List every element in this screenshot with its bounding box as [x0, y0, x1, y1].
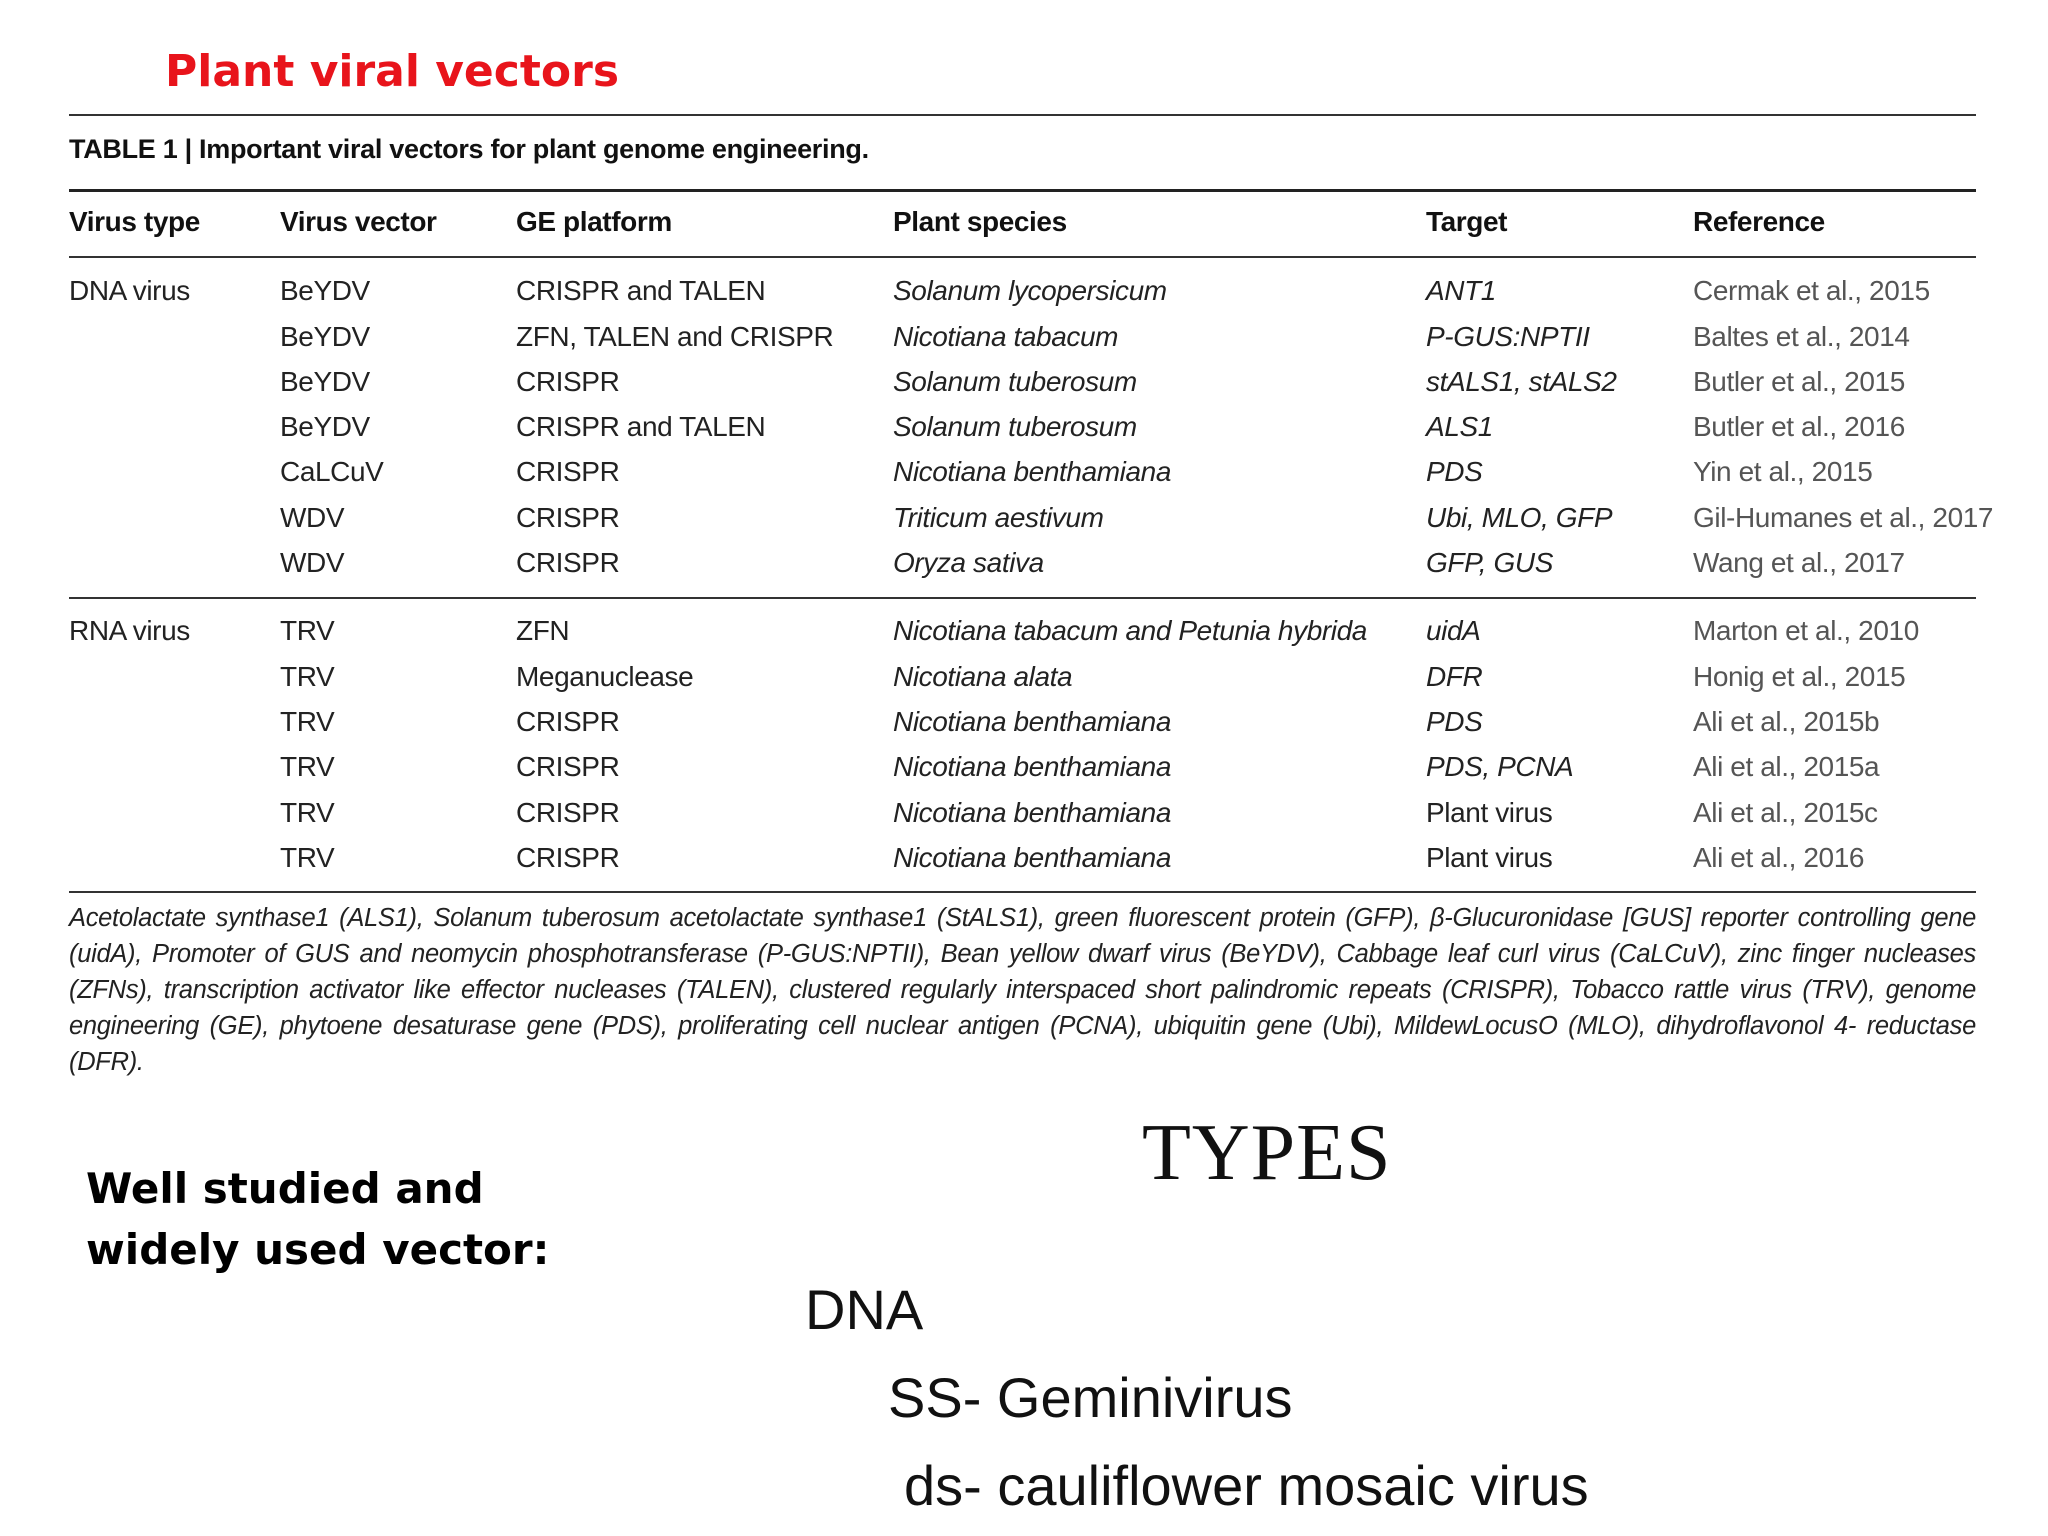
col-header-virus-vector: Virus vector: [280, 206, 437, 237]
table-bottom-rule: [69, 891, 1976, 893]
cell-ge-platform: CRISPR and TALEN: [516, 275, 766, 306]
types-dna-label: DNA: [805, 1278, 924, 1341]
cell-target: Plant virus: [1426, 842, 1553, 873]
cell-reference: Ali et al., 2015c: [1693, 797, 1878, 828]
table-caption: TABLE 1 | Important viral vectors for plant genome engineering.: [69, 134, 869, 164]
cell-virus-vector: WDV: [280, 547, 345, 578]
cell-virus-vector: TRV: [280, 706, 335, 737]
cell-virus-vector: TRV: [280, 751, 335, 782]
slide-title: Plant viral vectors: [165, 46, 620, 97]
cell-target: DFR: [1426, 661, 1483, 692]
cell-plant-species: Solanum tuberosum: [893, 366, 1137, 397]
col-header-reference: Reference: [1693, 206, 1825, 237]
group-divider-rule: [69, 597, 1976, 599]
types-ds-line: ds- cauliflower mosaic virus: [904, 1454, 1589, 1517]
cell-plant-species: Solanum lycopersicum: [893, 275, 1167, 306]
cell-target: stALS1, stALS2: [1426, 366, 1617, 397]
cell-ge-platform: CRISPR and TALEN: [516, 411, 766, 442]
cell-target: P-GUS:NPTII: [1426, 321, 1590, 352]
cell-ge-platform: CRISPR: [516, 456, 620, 487]
cell-target: PDS: [1426, 456, 1483, 487]
cell-ge-platform: ZFN, TALEN and CRISPR: [516, 321, 834, 352]
cell-reference: Ali et al., 2015a: [1693, 751, 1880, 782]
cell-target: Ubi, MLO, GFP: [1426, 502, 1613, 533]
cell-plant-species: Nicotiana benthamiana: [893, 706, 1172, 737]
cell-ge-platform: CRISPR: [516, 706, 620, 737]
cell-target: Plant virus: [1426, 797, 1553, 828]
cell-virus-vector: BeYDV: [280, 321, 370, 352]
cell-plant-species: Triticum aestivum: [893, 502, 1104, 533]
cell-target: PDS: [1426, 706, 1483, 737]
cell-ge-platform: CRISPR: [516, 366, 620, 397]
header-top-rule: [69, 189, 1976, 192]
types-ss-line: SS- Geminivirus: [888, 1366, 1293, 1429]
cell-virus-vector: BeYDV: [280, 411, 370, 442]
cell-reference: Butler et al., 2015: [1693, 366, 1905, 397]
cell-virus-type: DNA virus: [69, 275, 190, 306]
cell-reference: Gil-Humanes et al., 2017: [1693, 502, 1994, 533]
cell-reference: Cermak et al., 2015: [1693, 275, 1930, 306]
left-note: Well studied and widely used vector:: [86, 1164, 550, 1274]
cell-virus-vector: BeYDV: [280, 275, 370, 306]
cell-virus-vector: BeYDV: [280, 366, 370, 397]
cell-virus-vector: TRV: [280, 615, 335, 646]
cell-target: uidA: [1426, 615, 1481, 646]
cell-virus-vector: TRV: [280, 797, 335, 828]
cell-reference: Baltes et al., 2014: [1693, 321, 1910, 352]
cell-reference: Ali et al., 2016: [1693, 842, 1865, 873]
cell-reference: Butler et al., 2016: [1693, 411, 1905, 442]
col-header-ge-platform: GE platform: [516, 206, 672, 237]
cell-ge-platform: CRISPR: [516, 797, 620, 828]
cell-plant-species: Nicotiana benthamiana: [893, 456, 1172, 487]
cell-virus-vector: TRV: [280, 661, 335, 692]
cell-ge-platform: ZFN: [516, 615, 570, 646]
cell-reference: Marton et al., 2010: [1693, 615, 1919, 646]
cell-ge-platform: CRISPR: [516, 547, 620, 578]
cell-ge-platform: CRISPR: [516, 842, 620, 873]
cell-target: PDS, PCNA: [1426, 751, 1574, 782]
cell-virus-vector: CaLCuV: [280, 456, 384, 487]
cell-plant-species: Nicotiana benthamiana: [893, 842, 1172, 873]
cell-plant-species: Nicotiana tabacum and Petunia hybrida: [893, 615, 1367, 646]
top-rule: [69, 114, 1976, 116]
cell-plant-species: Nicotiana benthamiana: [893, 751, 1172, 782]
types-heading: TYPES: [1142, 1109, 1392, 1197]
cell-virus-type: RNA virus: [69, 615, 190, 646]
header-bottom-rule: [69, 256, 1976, 258]
cell-reference: Honig et al., 2015: [1693, 661, 1906, 692]
col-header-plant-species: Plant species: [893, 206, 1067, 237]
cell-reference: Yin et al., 2015: [1693, 456, 1873, 487]
cell-target: GFP, GUS: [1426, 547, 1553, 578]
col-header-target: Target: [1426, 206, 1508, 237]
cell-ge-platform: Meganuclease: [516, 661, 694, 692]
cell-reference: Ali et al., 2015b: [1693, 706, 1880, 737]
cell-plant-species: Solanum tuberosum: [893, 411, 1137, 442]
cell-target: ANT1: [1426, 275, 1496, 306]
cell-plant-species: Nicotiana benthamiana: [893, 797, 1172, 828]
cell-plant-species: Nicotiana alata: [893, 661, 1073, 692]
cell-plant-species: Oryza sativa: [893, 547, 1044, 578]
cell-ge-platform: CRISPR: [516, 751, 620, 782]
cell-reference: Wang et al., 2017: [1693, 547, 1905, 578]
cell-virus-vector: TRV: [280, 842, 335, 873]
cell-virus-vector: WDV: [280, 502, 345, 533]
col-header-virus-type: Virus type: [69, 206, 200, 237]
cell-target: ALS1: [1426, 411, 1493, 442]
table-footnote: Acetolactate synthase1 (ALS1), Solanum tuberosum acetolactate synthase1 (StALS1), green fluorescent protein (GFP), β-Glucuronidase [GUS] reporter controlling gene (uidA), Promoter of GUS and neomycin phosphotransferase (P-GUS:NPTII), Bean yellow dwarf virus (BeYDV), Cabbage leaf curl virus (CaLCuV), zinc finger nucleases (ZFNs), transcription activator like effector nucleases (TALEN), clustered regularly interspaced short palindromic repeats (CRISPR), Tobacco rattle virus (TRV), genome engineering (GE), phytoene desaturase gene (PDS), proliferating cell nuclear antigen (PCNA), ubiquitin gene (Ubi), MildewLocusO (MLO), dihydroflavonol 4- reductase (DFR).: [69, 904, 1976, 1076]
cell-plant-species: Nicotiana tabacum: [893, 321, 1119, 352]
cell-ge-platform: CRISPR: [516, 502, 620, 533]
